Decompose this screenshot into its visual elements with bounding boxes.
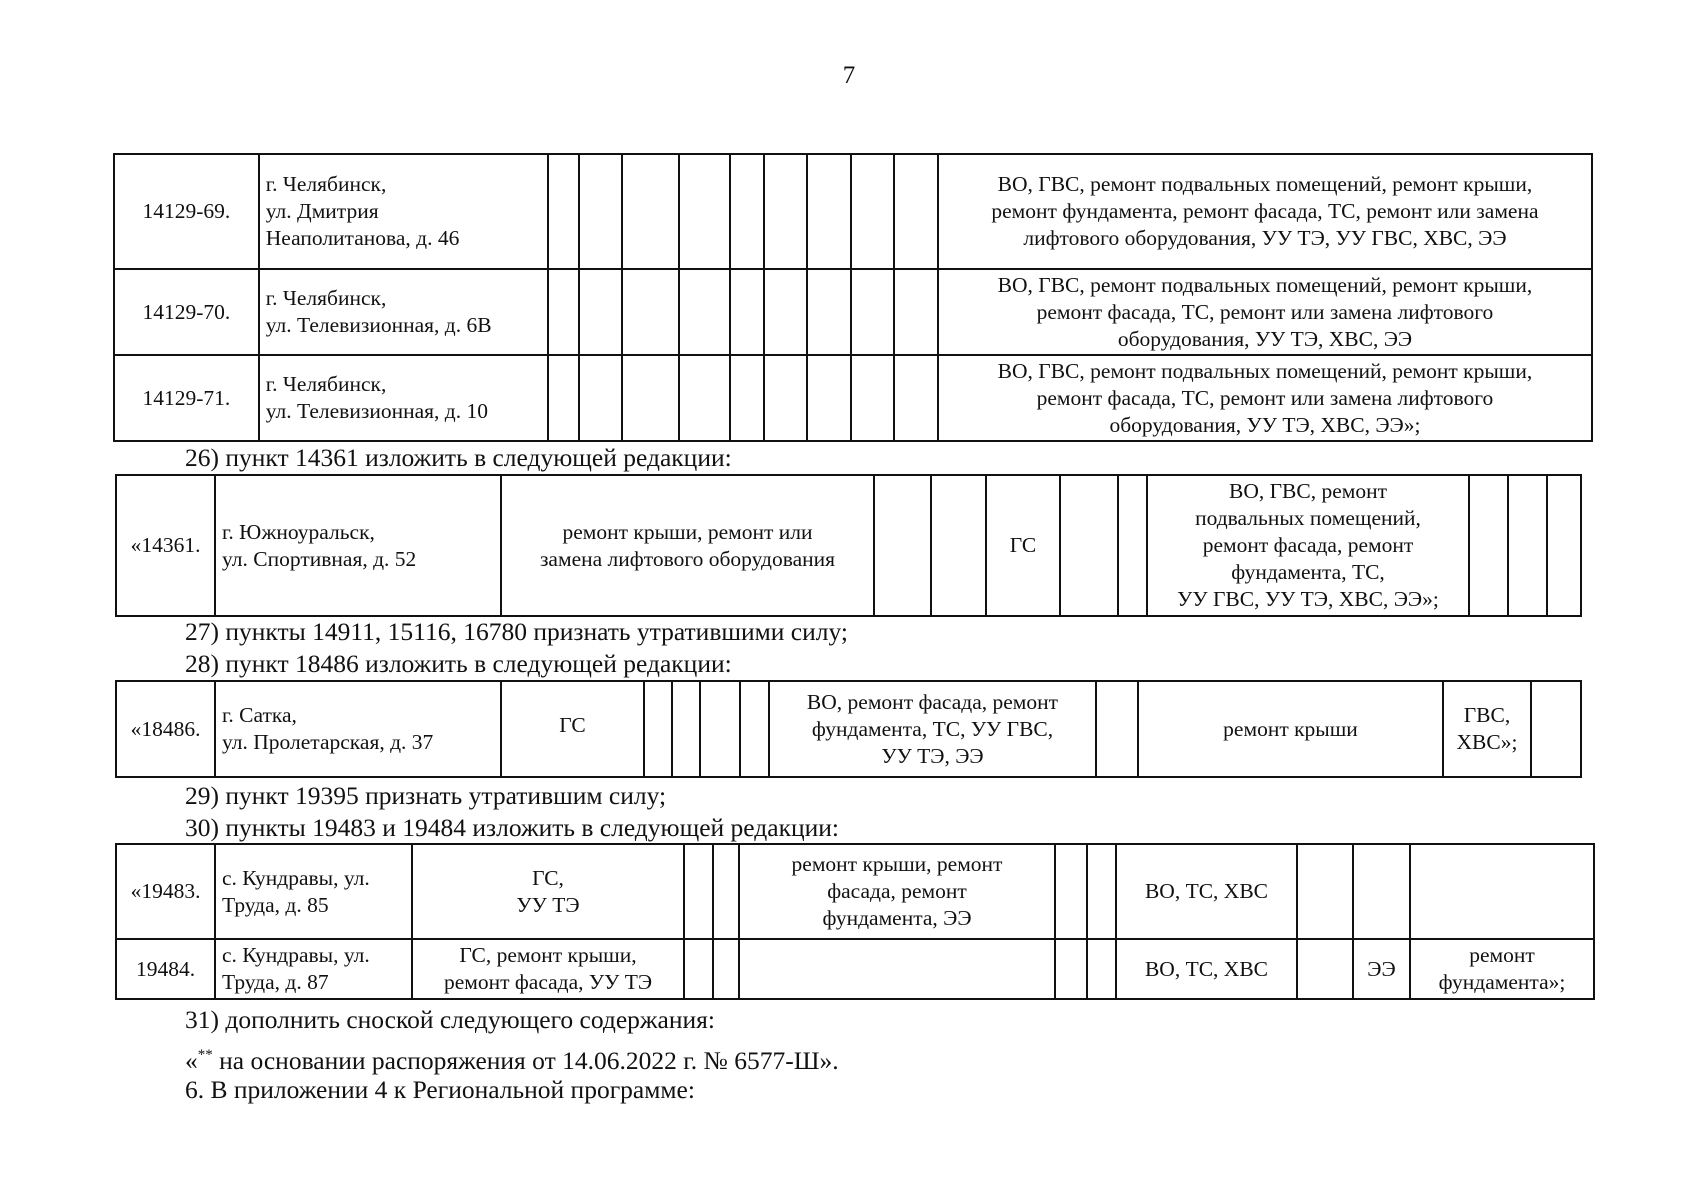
- empty-cell: [1087, 844, 1116, 939]
- item-27: 27) пункты 14911, 15116, 16780 признать утратившими силу;: [185, 617, 848, 646]
- works-line: ремонт: [1469, 943, 1535, 967]
- works-line: подвальных помещений,: [1195, 506, 1421, 530]
- works-line: ремонт фасада, УУ ТЭ: [443, 970, 653, 994]
- address-line: ул. Пролетарская, д. 37: [222, 730, 434, 754]
- works-line: замена лифтового оборудования: [539, 546, 836, 571]
- item-28: 28) пункт 18486 изложить в следующей редакции:: [185, 649, 732, 678]
- works-line: фундамента, ТС,: [1231, 560, 1385, 584]
- empty-cell: [644, 681, 672, 777]
- works-cell: ГС: [986, 475, 1060, 616]
- empty-cell: [672, 681, 700, 777]
- works-line: ВО, ГВС, ремонт: [1228, 479, 1388, 503]
- works-line: ВО, ремонт фасада, ремонт: [806, 689, 1059, 714]
- works-cell: [938, 269, 1592, 355]
- works-cell: [1147, 475, 1469, 616]
- empty-cell: [730, 269, 763, 355]
- works-line: ремонт фасада, ТС, ремонт или замена лифтового: [1036, 385, 1494, 410]
- empty-cell: [548, 154, 578, 269]
- footnote-body: на основании распоряжения от 14.06.2022 г. № 6577-Ш».: [212, 1046, 839, 1075]
- address-line: Неаполитанова, д. 46: [265, 226, 460, 250]
- empty-cell: [1096, 681, 1138, 777]
- works-line: ремонт фундамента, ремонт фасада, ТС, ремонт или замена: [991, 199, 1539, 223]
- address-cell: [215, 939, 412, 999]
- works-line: УУ ТЭ: [516, 892, 580, 917]
- empty-cell: [548, 269, 578, 355]
- empty-cell: [740, 681, 769, 777]
- item-30: 30) пункты 19483 и 19484 изложить в следующей редакции:: [185, 813, 839, 842]
- empty-cell: [679, 269, 731, 355]
- table-row: [116, 844, 1594, 939]
- works-line: ремонт фасада, ремонт: [1202, 533, 1414, 557]
- empty-cell: [1531, 681, 1581, 777]
- empty-cell: [807, 269, 851, 355]
- empty-cell: [1469, 475, 1508, 616]
- empty-cell: [622, 355, 679, 441]
- empty-cell: [1055, 939, 1087, 999]
- works-cell: [1443, 681, 1531, 777]
- empty-cell: [894, 154, 938, 269]
- empty-cell: [1547, 475, 1581, 616]
- empty-cell: [579, 269, 623, 355]
- empty-cell: [851, 355, 895, 441]
- row-number: «18486.: [116, 681, 215, 777]
- address-line: г. Челябинск,: [265, 372, 387, 396]
- empty-cell: [713, 844, 739, 939]
- table-row: [114, 154, 1592, 269]
- address-cell: [215, 844, 412, 939]
- empty-cell: [1410, 844, 1594, 939]
- empty-cell: [684, 939, 713, 999]
- empty-cell: [679, 154, 731, 269]
- works-line: фундамента, ТС, УУ ГВС,: [811, 716, 1054, 741]
- row-number: 14129-69.: [114, 154, 259, 269]
- works-line: фасада, ремонт: [827, 879, 967, 903]
- address-line: ул. Телевизионная, д. 6В: [265, 313, 492, 337]
- address-line: ул. Дмитрия: [265, 199, 379, 223]
- address-cell: [215, 475, 501, 616]
- works-line: ГС, ремонт крыши,: [459, 943, 637, 967]
- works-line: ГС,: [532, 865, 564, 890]
- item-6: 6. В приложении 4 к Региональной программе:: [185, 1075, 695, 1104]
- table-18486: [115, 680, 1582, 778]
- empty-cell: [622, 269, 679, 355]
- works-cell: ЭЭ: [1353, 939, 1410, 999]
- empty-cell: [807, 154, 851, 269]
- works-cell: [938, 154, 1592, 269]
- address-line: г. Южноуральск,: [222, 519, 375, 544]
- works-line: УУ ТЭ, ЭЭ: [881, 743, 984, 768]
- page-number: 7: [842, 62, 856, 89]
- address-line: с. Кундравы, ул.: [222, 943, 370, 967]
- empty-cell: [807, 355, 851, 441]
- empty-cell: [874, 475, 931, 616]
- address-cell: [215, 681, 501, 777]
- empty-cell: [730, 154, 763, 269]
- empty-cell: [1297, 844, 1353, 939]
- row-number: 14129-70.: [114, 269, 259, 355]
- empty-cell: [931, 475, 986, 616]
- works-line: ХВС»;: [1456, 730, 1518, 754]
- table-row: [116, 939, 1594, 999]
- table-row: [114, 269, 1592, 355]
- empty-cell: [579, 154, 623, 269]
- empty-cell: [579, 355, 623, 441]
- works-cell: [412, 939, 684, 999]
- row-number: 14129-71.: [114, 355, 259, 441]
- empty-cell: [1087, 939, 1116, 999]
- empty-cell: [1353, 844, 1410, 939]
- empty-cell: [622, 154, 679, 269]
- address-line: Труда, д. 85: [222, 892, 329, 917]
- empty-cell: [684, 844, 713, 939]
- empty-cell: [894, 355, 938, 441]
- item-31: 31) дополнить сноской следующего содержания:: [185, 1005, 715, 1034]
- empty-cell: [764, 355, 808, 441]
- address-cell: [259, 355, 549, 441]
- empty-cell: [700, 681, 740, 777]
- empty-cell: [894, 269, 938, 355]
- empty-cell: [713, 939, 739, 999]
- item-26: 26) пункт 14361 изложить в следующей редакции:: [185, 443, 732, 472]
- works-cell: ГС: [501, 681, 644, 777]
- empty-cell: [851, 154, 895, 269]
- row-number: «14361.: [116, 475, 215, 616]
- empty-cell: [1055, 844, 1087, 939]
- address-line: ул. Телевизионная, д. 10: [265, 399, 488, 423]
- works-line: УУ ГВС, УУ ТЭ, ХВС, ЭЭ»;: [1177, 587, 1439, 611]
- footnote-text: [185, 1040, 839, 1076]
- address-cell: [259, 269, 549, 355]
- address-line: г. Челябинск,: [265, 172, 387, 196]
- address-line: г. Челябинск,: [265, 286, 387, 310]
- row-number: 19484.: [116, 939, 215, 999]
- row-number: «19483.: [116, 844, 215, 939]
- item-29: 29) пункт 19395 признать утратившим силу;: [185, 781, 667, 810]
- works-line: ремонт крыши, ремонт или: [562, 519, 813, 544]
- empty-cell: [764, 154, 808, 269]
- empty-cell: [1508, 475, 1547, 616]
- works-line: ремонт крыши, ремонт: [791, 852, 1003, 876]
- works-cell: ВО, ТС, ХВС: [1116, 844, 1297, 939]
- address-line: Труда, д. 87: [222, 970, 329, 994]
- works-line: ВО, ГВС, ремонт подвальных помещений, ремонт крыши,: [997, 272, 1533, 297]
- empty-cell: [1297, 939, 1353, 999]
- works-line: оборудования, УУ ТЭ, ХВС, ЭЭ»;: [1109, 412, 1421, 437]
- table-14129: [113, 153, 1593, 442]
- address-line: ул. Спортивная, д. 52: [222, 546, 417, 571]
- address-cell: [259, 154, 549, 269]
- works-cell: [412, 844, 684, 939]
- works-line: лифтового оборудования, УУ ТЭ, УУ ГВС, ХВС, ЭЭ: [1023, 226, 1507, 250]
- empty-cell: [730, 355, 763, 441]
- empty-cell: [764, 269, 808, 355]
- works-line: ВО, ГВС, ремонт подвальных помещений, ремонт крыши,: [997, 358, 1533, 383]
- works-cell: [739, 844, 1055, 939]
- works-cell: [501, 475, 874, 616]
- works-line: оборудования, УУ ТЭ, ХВС, ЭЭ: [1117, 326, 1413, 351]
- works-cell: ВО, ТС, ХВС: [1116, 939, 1297, 999]
- works-cell: [769, 681, 1096, 777]
- works-line: фундамента»;: [1438, 970, 1566, 994]
- address-line: г. Сатка,: [222, 703, 297, 727]
- works-line: фундамента, ЭЭ: [822, 906, 972, 930]
- empty-cell: [679, 355, 731, 441]
- works-line: ГВС,: [1463, 703, 1511, 727]
- empty-cell: [739, 939, 1055, 999]
- footnote-open-quote: «: [185, 1046, 198, 1075]
- empty-cell: [548, 355, 578, 441]
- empty-cell: [1060, 475, 1118, 616]
- table-19483-19484: [115, 843, 1595, 1000]
- empty-cell: [1118, 475, 1147, 616]
- address-line: с. Кундравы, ул.: [222, 865, 370, 890]
- table-row: [114, 355, 1592, 441]
- works-line: ремонт фасада, ТС, ремонт или замена лифтового: [1036, 299, 1494, 324]
- table-row: [116, 475, 1581, 616]
- works-cell: [938, 355, 1592, 441]
- table-row: [116, 681, 1581, 777]
- footnote-mark: **: [197, 1047, 213, 1063]
- empty-cell: [851, 269, 895, 355]
- works-line: ВО, ГВС, ремонт подвальных помещений, ремонт крыши,: [997, 172, 1533, 196]
- works-cell: ремонт крыши: [1138, 681, 1443, 777]
- table-14361: [115, 474, 1582, 617]
- works-cell: [1410, 939, 1594, 999]
